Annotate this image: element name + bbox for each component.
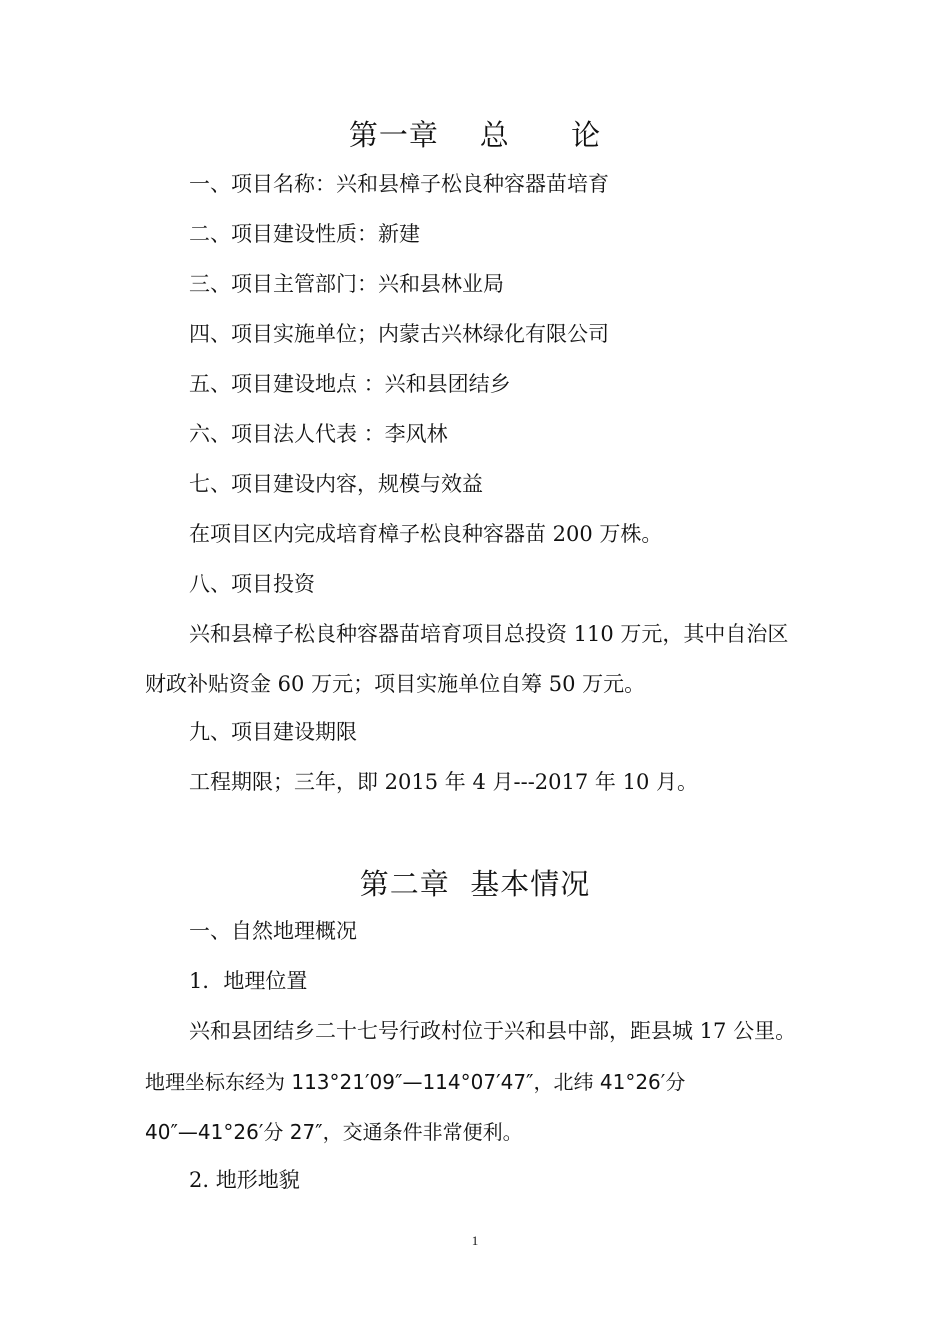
chapter-2-title: 第二章 基本情况 — [359, 867, 591, 901]
section-natural-geography: 一、自然地理概况 — [189, 919, 357, 943]
item-construction-content: 七、项目建设内容，规模与效益 — [189, 472, 483, 496]
subsection-terrain: 2. 地形地貌 — [189, 1168, 300, 1192]
construction-period-text: 工程期限；三年，即 2015 年 4 月---2017 年 10 月。 — [189, 770, 698, 794]
item-project-name: 一、项目名称：兴和县樟子松良种容器苗培育 — [189, 172, 609, 196]
location-text-line-3: 40″—41°26′分 27″，交通条件非常便利。 — [145, 1120, 523, 1144]
item-investment: 八、项目投资 — [189, 572, 315, 596]
item-project-location: 五、项目建设地点 ：兴和县团结乡 — [189, 372, 511, 396]
investment-text-line-1: 兴和县樟子松良种容器苗培育项目总投资 110 万元，其中自治区 — [189, 622, 789, 646]
item-supervising-dept: 三、项目主管部门：兴和县林业局 — [189, 272, 504, 296]
item-construction-period: 九、项目建设期限 — [189, 720, 357, 744]
subsection-geographic-location: 1．地理位置 — [189, 969, 308, 993]
construction-content-text: 在项目区内完成培育樟子松良种容器苗 200 万株。 — [189, 522, 663, 546]
location-text-line-2: 地理坐标东经为 113°21′09″—114°07′47″，北纬 41°26′分 — [145, 1070, 686, 1094]
item-legal-representative: 六、项目法人代表 ：李风林 — [189, 422, 448, 446]
page-number: 1 — [471, 1233, 479, 1248]
location-text-line-1: 兴和县团结乡二十七号行政村位于兴和县中部，距县城 17 公里。 — [189, 1019, 797, 1043]
item-implementing-unit: 四、项目实施单位；内蒙古兴林绿化有限公司 — [189, 322, 609, 346]
item-project-nature: 二、项目建设性质：新建 — [189, 222, 420, 246]
investment-text-line-2: 财政补贴资金 60 万元；项目实施单位自筹 50 万元。 — [145, 672, 646, 696]
chapter-1-title: 第一章 总 论 — [348, 118, 602, 152]
